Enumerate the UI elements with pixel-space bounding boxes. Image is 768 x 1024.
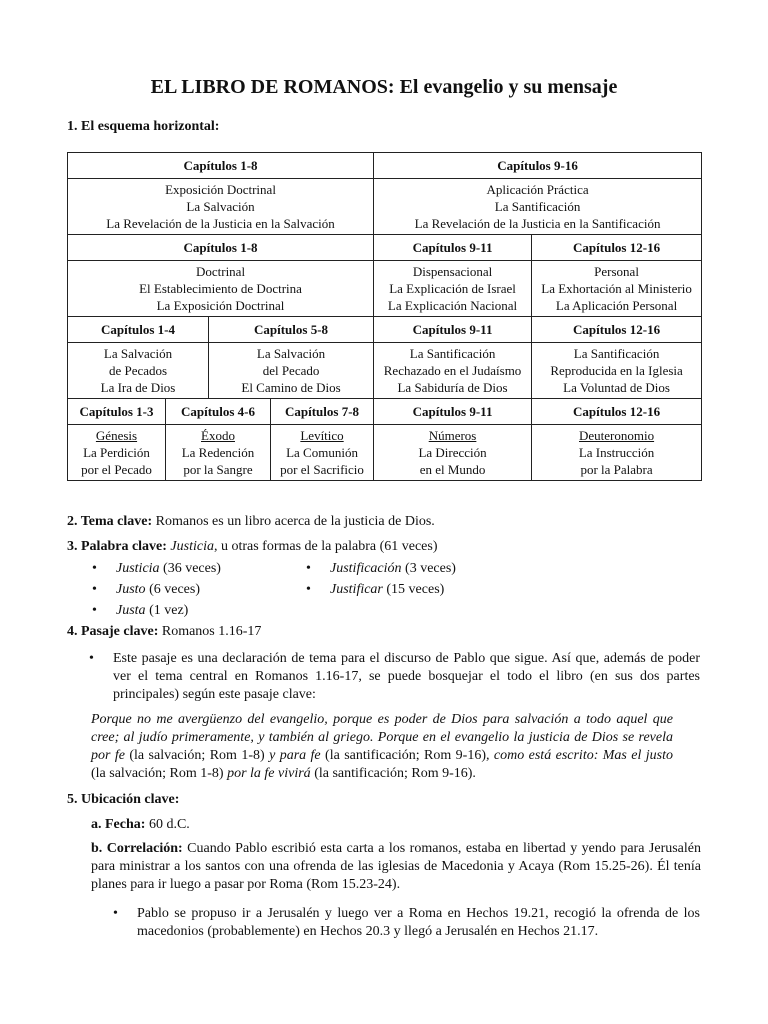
table-header-cell: Capítulos 5-8	[209, 317, 374, 343]
correlation-item: b. Correlación: Cuando Pablo escribió esta carta a los romanos, estaba en libertad y yendo para Jerusalén para ministrar a los santos con una ofrenda de las iglesias de Macedonia y Acaya (Rom 15.25-26). Él tenía planes para ir luego a pasar por Roma (Rom 15.23-24).	[91, 841, 701, 892]
table-header-cell: Capítulos 12-16	[532, 235, 702, 261]
list-item: • Justicia (36 veces)	[116, 558, 221, 579]
table-cell: Números La Dirección en el Mundo	[374, 425, 532, 481]
table-header-cell: Capítulos 9-11	[374, 399, 532, 425]
table-cell: Exposición Doctrinal La Salvación La Revelación de la Justicia en la Salvación	[68, 179, 374, 235]
table-cell: Deuteronomio La Instrucción por la Palabra	[532, 425, 702, 481]
date-item: a. Fecha: 60 d.C.	[91, 817, 190, 832]
section-1-heading: 1. El esquema horizontal:	[67, 119, 220, 134]
table-row	[68, 343, 702, 399]
table-row	[68, 261, 702, 317]
table-header-cell: Capítulos 9-11	[374, 317, 532, 343]
table-cell: La Salvación del Pecado El Camino de Dios	[209, 343, 374, 399]
table-header-cell: Capítulos 12-16	[532, 399, 702, 425]
table-cell: La Salvación de Pecados La Ira de Dios	[68, 343, 209, 399]
page-title: EL LIBRO DE ROMANOS: El evangelio y su mensaje	[150, 76, 618, 98]
section-2-key-theme: 2. Tema clave: Romanos es un libro acerca de la justicia de Dios.	[67, 514, 435, 529]
table-header-cell: Capítulos 7-8	[271, 399, 374, 425]
table-header-cell: Capítulos 9-11	[374, 235, 532, 261]
horizontal-scheme-table	[67, 152, 702, 481]
section-4-key-passage: 4. Pasaje clave: Romanos 1.16-17	[67, 624, 262, 639]
key-passage-quote: Porque no me avergüenzo del evangelio, porque es poder de Dios para salvación a todo aquel que cree; al judío primeramente, y también al griego. Porque en el evangelio la justicia de Dios se revela por fe (la salvación; Rom 1-8) y para fe (la santificación; Rom 9-16), como está escrito: Mas el justo (la salvación; Rom 1-8) por la fe vivirá (la santificación; Rom 9-16).	[91, 712, 674, 781]
bullet-icon: •	[92, 561, 97, 576]
list-item: • Este pasaje es una declaración de tema para el discurso de Pablo que sigue. Así que, además de poder ver el tema central en Romanos 1.16-17, se puede bosquejar el todo el libro (en sus dos partes principales) según este pasaje clave:	[89, 651, 700, 702]
bullet-icon: •	[89, 651, 94, 666]
table-row	[68, 399, 702, 425]
bullet-icon: •	[92, 582, 97, 597]
list-item: • Pablo se propuso ir a Jerusalén y luego ver a Roma en Hechos 19.21, recogió la ofrenda de los macedonios (probablemente) en Hechos 20.3 y llegó a Jerusalén en Hechos 21.17.	[113, 906, 700, 939]
list-item: • Justa (1 vez)	[116, 600, 188, 621]
table-row	[68, 317, 702, 343]
table-header-cell: Capítulos 1-3	[68, 399, 166, 425]
table-row	[68, 425, 702, 481]
bullet-icon: •	[306, 582, 311, 597]
bullet-icon: •	[92, 603, 97, 618]
table-header-cell: Capítulos 9-16	[374, 153, 702, 179]
list-item: • Justificación (3 veces)	[330, 558, 456, 579]
table-cell: Génesis La Perdición por el Pecado	[68, 425, 166, 481]
bullet-icon: •	[306, 561, 311, 576]
table-row	[68, 153, 702, 179]
table-cell: Personal La Exhortación al Ministerio La Aplicación Personal	[532, 261, 702, 317]
table-header-cell: Capítulos 1-4	[68, 317, 209, 343]
table-cell: Levítico La Comunión por el Sacrificio	[271, 425, 374, 481]
section-3-key-word: 3. Palabra clave: Justicia, u otras formas de la palabra (61 veces)	[67, 539, 438, 554]
list-item: • Justo (6 veces)	[116, 579, 200, 600]
bullet-icon: •	[113, 906, 118, 921]
table-header-cell: Capítulos 1-8	[68, 153, 374, 179]
table-cell: Dispensacional La Explicación de Israel La Explicación Nacional	[374, 261, 532, 317]
table-cell: Éxodo La Redención por la Sangre	[166, 425, 271, 481]
table-cell: Doctrinal El Establecimiento de Doctrina La Exposición Doctrinal	[68, 261, 374, 317]
table-row	[68, 235, 702, 261]
table-header-cell: Capítulos 12-16	[532, 317, 702, 343]
table-cell: La Santificación Rechazado en el Judaísmo La Sabiduría de Dios	[374, 343, 532, 399]
table-header-cell: Capítulos 1-8	[68, 235, 374, 261]
table-row	[68, 179, 702, 235]
table-cell: Aplicación Práctica La Santificación La Revelación de la Justicia en la Santificación	[374, 179, 702, 235]
table-cell: La Santificación Reproducida en la Iglesia La Voluntad de Dios	[532, 343, 702, 399]
section-5-key-location: 5. Ubicación clave:	[67, 792, 180, 807]
table-header-cell: Capítulos 4-6	[166, 399, 271, 425]
list-item: • Justificar (15 veces)	[330, 579, 444, 600]
